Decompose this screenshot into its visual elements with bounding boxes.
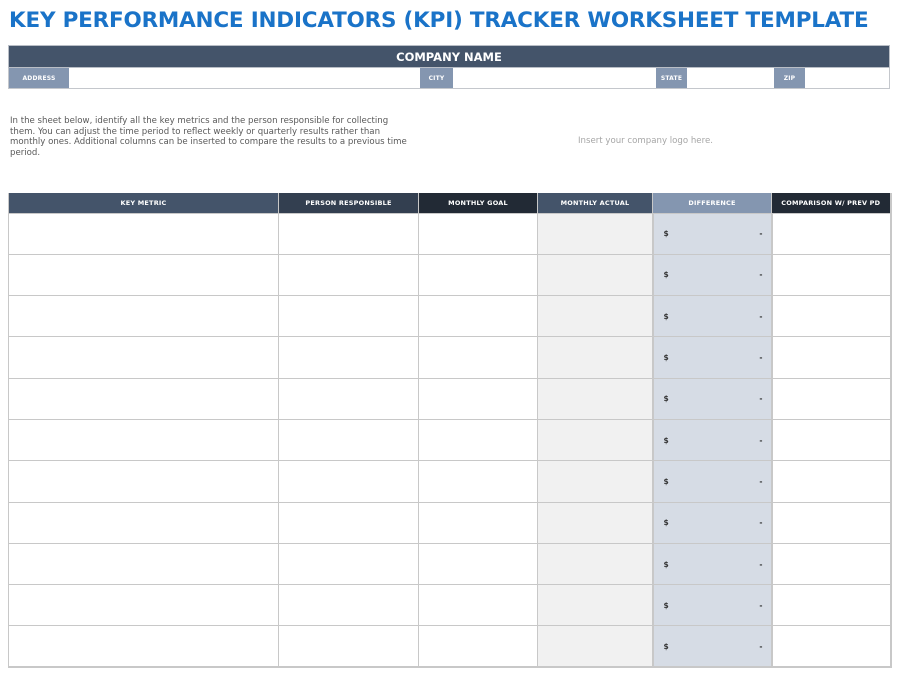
person-responsible-cell[interactable] bbox=[279, 461, 419, 502]
address-field[interactable] bbox=[69, 68, 420, 88]
monthly-goal-cell[interactable] bbox=[419, 585, 538, 626]
monthly-actual-cell[interactable] bbox=[538, 502, 653, 543]
currency-symbol: $ bbox=[663, 518, 669, 528]
person-responsible-cell[interactable] bbox=[279, 296, 419, 337]
key-metric-cell[interactable] bbox=[9, 213, 279, 254]
comparison-cell[interactable] bbox=[772, 626, 891, 667]
key-metric-cell[interactable] bbox=[9, 296, 279, 337]
currency-symbol: $ bbox=[663, 311, 669, 321]
key-metric-cell[interactable] bbox=[9, 461, 279, 502]
currency-symbol: $ bbox=[663, 559, 669, 569]
difference-cell bbox=[653, 378, 772, 419]
header-monthly-actual: MONTHLY ACTUAL bbox=[538, 193, 653, 213]
key-metric-cell[interactable] bbox=[9, 254, 279, 295]
currency-symbol: $ bbox=[663, 353, 669, 363]
monthly-actual-cell[interactable] bbox=[538, 626, 653, 667]
state-label: STATE bbox=[656, 68, 687, 88]
currency-symbol: $ bbox=[663, 394, 669, 404]
person-responsible-cell[interactable] bbox=[279, 543, 419, 584]
difference-value: - bbox=[759, 518, 763, 528]
company-info-block bbox=[8, 45, 890, 89]
monthly-goal-cell[interactable] bbox=[419, 461, 538, 502]
header-person-responsible: PERSON RESPONSIBLE bbox=[279, 193, 419, 213]
comparison-cell[interactable] bbox=[772, 378, 891, 419]
key-metric-cell[interactable] bbox=[9, 585, 279, 626]
difference-value: - bbox=[759, 270, 763, 280]
difference-cell bbox=[653, 419, 772, 460]
monthly-goal-cell[interactable] bbox=[419, 419, 538, 460]
currency-symbol: $ bbox=[663, 229, 669, 239]
monthly-actual-cell[interactable] bbox=[538, 296, 653, 337]
monthly-goal-cell[interactable] bbox=[419, 502, 538, 543]
currency-symbol: $ bbox=[663, 600, 669, 610]
person-responsible-cell[interactable] bbox=[279, 626, 419, 667]
monthly-actual-cell[interactable] bbox=[538, 543, 653, 584]
person-responsible-cell[interactable] bbox=[279, 378, 419, 419]
comparison-cell[interactable] bbox=[772, 296, 891, 337]
page-title: KEY PERFORMANCE INDICATORS (KPI) TRACKER WORKSHEET TEMPLATE bbox=[9, 8, 869, 33]
difference-cell bbox=[653, 626, 772, 667]
table-row bbox=[9, 254, 891, 295]
person-responsible-cell[interactable] bbox=[279, 213, 419, 254]
kpi-table bbox=[8, 193, 892, 668]
comparison-cell[interactable] bbox=[772, 502, 891, 543]
difference-value: - bbox=[759, 229, 763, 239]
key-metric-cell[interactable] bbox=[9, 337, 279, 378]
header-key-metric: KEY METRIC bbox=[9, 193, 279, 213]
difference-cell bbox=[653, 337, 772, 378]
key-metric-cell[interactable] bbox=[9, 543, 279, 584]
monthly-goal-cell[interactable] bbox=[419, 543, 538, 584]
difference-value: - bbox=[759, 311, 763, 321]
difference-value: - bbox=[759, 353, 763, 363]
zip-label: ZIP bbox=[774, 68, 805, 88]
monthly-goal-cell[interactable] bbox=[419, 378, 538, 419]
difference-value: - bbox=[759, 435, 763, 445]
difference-value: - bbox=[759, 476, 763, 486]
state-field[interactable] bbox=[687, 68, 774, 88]
table-header-row bbox=[9, 193, 891, 213]
address-label: ADDRESS bbox=[9, 68, 69, 88]
table-row bbox=[9, 502, 891, 543]
difference-cell bbox=[653, 585, 772, 626]
person-responsible-cell[interactable] bbox=[279, 337, 419, 378]
currency-symbol: $ bbox=[663, 476, 669, 486]
monthly-actual-cell[interactable] bbox=[538, 337, 653, 378]
comparison-cell[interactable] bbox=[772, 419, 891, 460]
table-row bbox=[9, 585, 891, 626]
difference-value: - bbox=[759, 641, 763, 651]
difference-cell bbox=[653, 296, 772, 337]
comparison-cell[interactable] bbox=[772, 213, 891, 254]
table-row bbox=[9, 461, 891, 502]
table-row bbox=[9, 378, 891, 419]
key-metric-cell[interactable] bbox=[9, 378, 279, 419]
comparison-cell[interactable] bbox=[772, 461, 891, 502]
currency-symbol: $ bbox=[663, 435, 669, 445]
difference-value: - bbox=[759, 559, 763, 569]
zip-field[interactable] bbox=[805, 68, 889, 88]
comparison-cell[interactable] bbox=[772, 543, 891, 584]
table-row bbox=[9, 419, 891, 460]
difference-cell bbox=[653, 254, 772, 295]
table-row bbox=[9, 296, 891, 337]
monthly-actual-cell[interactable] bbox=[538, 419, 653, 460]
key-metric-cell[interactable] bbox=[9, 419, 279, 460]
comparison-cell[interactable] bbox=[772, 585, 891, 626]
person-responsible-cell[interactable] bbox=[279, 419, 419, 460]
comparison-cell[interactable] bbox=[772, 254, 891, 295]
key-metric-cell[interactable] bbox=[9, 626, 279, 667]
difference-cell bbox=[653, 543, 772, 584]
person-responsible-cell[interactable] bbox=[279, 585, 419, 626]
comparison-cell[interactable] bbox=[772, 337, 891, 378]
person-responsible-cell[interactable] bbox=[279, 254, 419, 295]
monthly-goal-cell[interactable] bbox=[419, 626, 538, 667]
table-row bbox=[9, 626, 891, 667]
monthly-goal-cell[interactable] bbox=[419, 213, 538, 254]
monthly-goal-cell[interactable] bbox=[419, 337, 538, 378]
header-comparison: COMPARISON W/ PREV PD bbox=[772, 193, 891, 213]
key-metric-cell[interactable] bbox=[9, 502, 279, 543]
city-label: CITY bbox=[420, 68, 453, 88]
difference-cell bbox=[653, 461, 772, 502]
header-difference: DIFFERENCE bbox=[653, 193, 772, 213]
address-row bbox=[8, 68, 890, 89]
instructions-text: In the sheet below, identify all the key metrics and the person responsible for collecting them. You can adjust the time period to reflect weekly or quarterly results rather than monthly ones. Additional columns can be inserted to compare the results to a previous time period. bbox=[10, 116, 407, 158]
header-monthly-goal: MONTHLY GOAL bbox=[419, 193, 538, 213]
monthly-actual-cell[interactable] bbox=[538, 461, 653, 502]
difference-cell bbox=[653, 213, 772, 254]
currency-symbol: $ bbox=[663, 641, 669, 651]
person-responsible-cell[interactable] bbox=[279, 502, 419, 543]
difference-value: - bbox=[759, 394, 763, 404]
monthly-actual-cell[interactable] bbox=[538, 213, 653, 254]
table-row bbox=[9, 543, 891, 584]
monthly-actual-cell[interactable] bbox=[538, 585, 653, 626]
monthly-goal-cell[interactable] bbox=[419, 254, 538, 295]
table-row bbox=[9, 213, 891, 254]
monthly-actual-cell[interactable] bbox=[538, 254, 653, 295]
city-field[interactable] bbox=[453, 68, 656, 88]
difference-value: - bbox=[759, 600, 763, 610]
company-name-field[interactable]: COMPANY NAME bbox=[8, 45, 890, 68]
currency-symbol: $ bbox=[663, 270, 669, 280]
monthly-actual-cell[interactable] bbox=[538, 378, 653, 419]
monthly-goal-cell[interactable] bbox=[419, 296, 538, 337]
table-row bbox=[9, 337, 891, 378]
logo-placeholder[interactable]: Insert your company logo here. bbox=[578, 136, 713, 146]
difference-cell bbox=[653, 502, 772, 543]
